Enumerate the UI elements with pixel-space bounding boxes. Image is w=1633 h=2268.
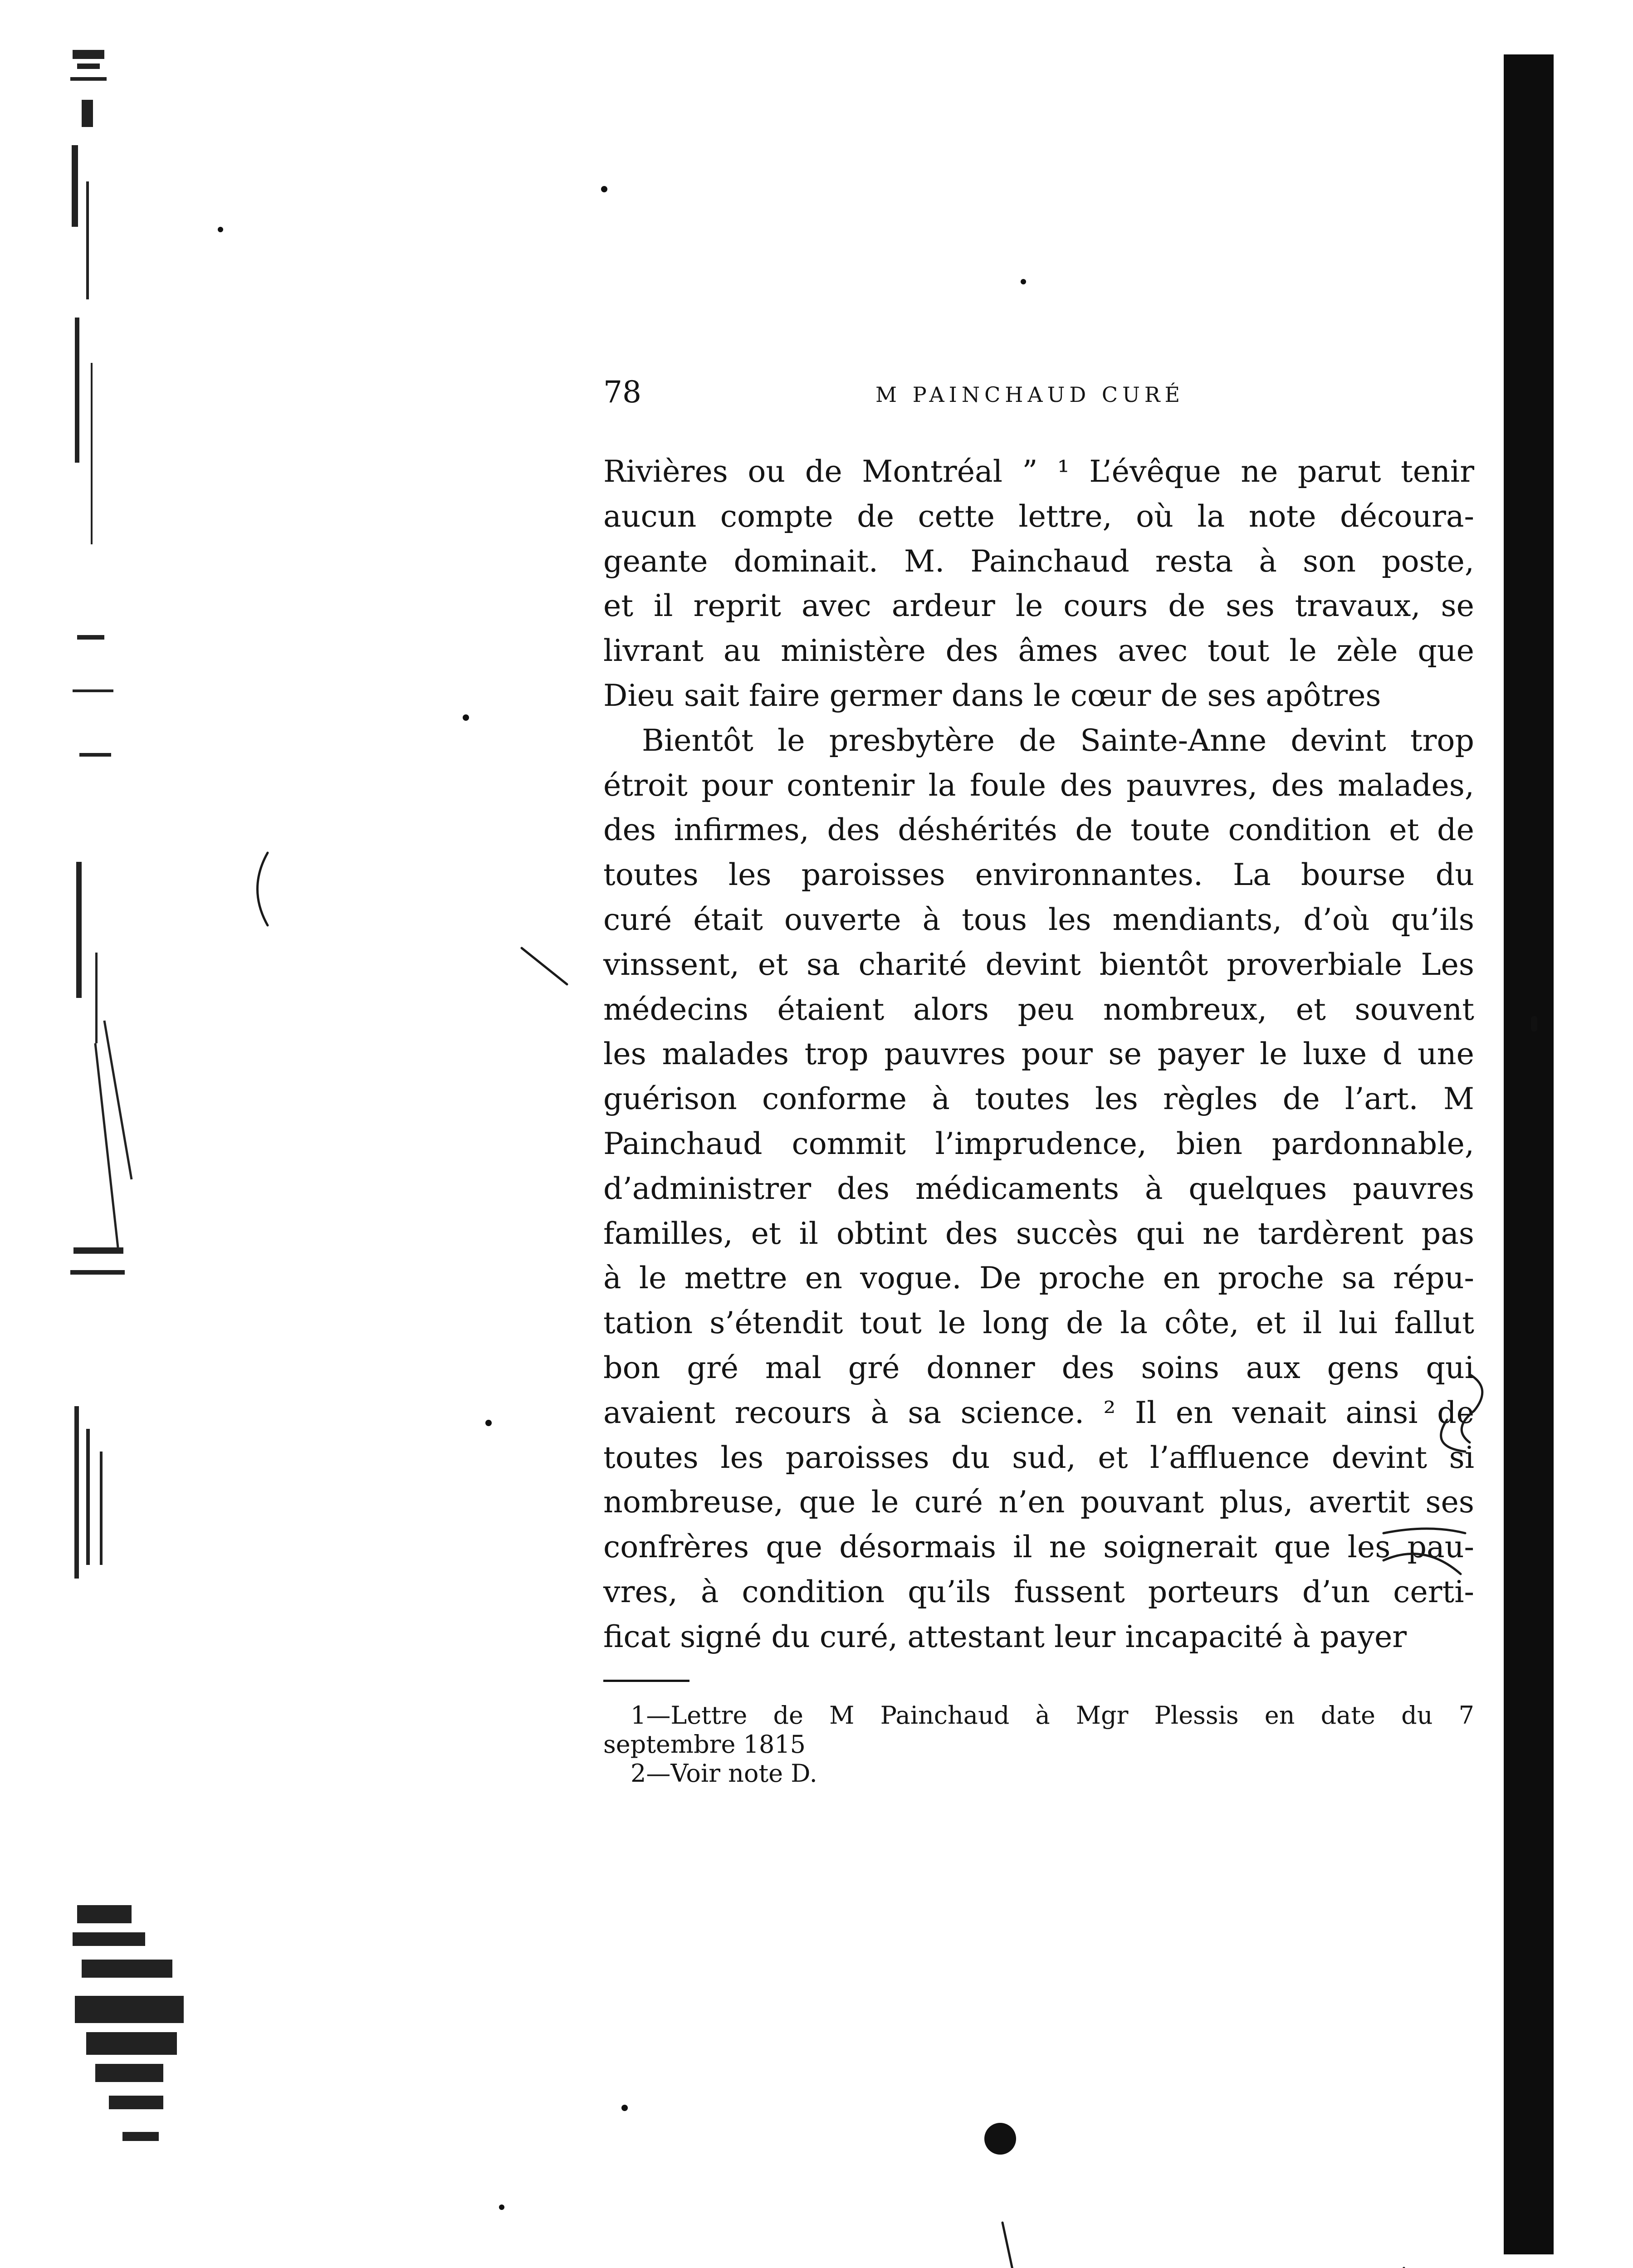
footnote-line: 2—Voir note D.	[631, 1759, 817, 1788]
text-line: familles, et il obtint des succès qui ne tardèrent pas	[603, 1215, 1474, 1251]
scan-speck	[621, 2105, 628, 2111]
text-line: Dieu sait faire germer dans le cœur de ses apôtres	[603, 677, 1381, 713]
book-page	[603, 372, 1474, 1788]
text-line: les malades trop pauvres pour se payer le luxe d une	[603, 1036, 1474, 1072]
text-line: à le mettre en vogue. De proche en proche sa répu-	[603, 1260, 1474, 1296]
running-head	[603, 372, 1474, 413]
scan-speck	[601, 186, 607, 192]
text-line: toutes les paroisses du sud, et l’affluence devint si	[603, 1439, 1474, 1475]
text-line: vinssent, et sa charité devint bientôt proverbiale Les	[603, 946, 1474, 982]
footnote-divider	[603, 1680, 689, 1682]
text-line: avaient recours à sa science. ² Il en venait ainsi de	[603, 1394, 1474, 1430]
text-line: des infirmes, des déshérités de toute condition et de	[603, 812, 1474, 848]
text-line: Rivières ou de Montréal ” ¹ L’évêque ne parut tenir	[603, 454, 1474, 489]
text-line: guérison conforme à toutes les règles de l’art. M	[603, 1081, 1474, 1117]
text-line: et il reprit avec ardeur le cours de ses travaux, se	[603, 588, 1474, 624]
footnote	[603, 1701, 1474, 1759]
footnotes	[603, 1701, 1474, 1788]
footnote	[603, 1759, 1474, 1788]
text-line: tation s’étendit tout le long de la côte, et il lui fallut	[603, 1305, 1474, 1341]
text-line: vres, à condition qu’ils fussent porteurs d’un certi-	[603, 1574, 1474, 1609]
text-line: ficat signé du curé, attestant leur incapacité à payer	[603, 1618, 1407, 1654]
paragraph	[603, 449, 1474, 718]
scan-speck	[984, 2123, 1016, 2155]
scan-edge-noise	[68, 45, 191, 2268]
text-line: geante dominait. M. Painchaud resta à son poste,	[603, 543, 1474, 579]
scan-speck	[499, 2204, 504, 2210]
page-number: 78	[603, 375, 641, 410]
text-line: confrères que désormais il ne soignerait que les pau-	[603, 1529, 1474, 1565]
text-line: livrant au ministère des âmes avec tout le zèle que	[603, 633, 1474, 669]
text-line: toutes les paroisses environnantes. La bourse du	[603, 857, 1474, 893]
running-head-title: M PAINCHAUD CURÉ	[875, 382, 1185, 407]
scan-speck	[485, 1420, 492, 1426]
text-line: Painchaud commit l’imprudence, bien pardonnable,	[603, 1125, 1474, 1161]
text-line: d’administrer des médicaments à quelques pauvres	[603, 1170, 1474, 1206]
text-line: Bientôt le presbytère de Sainte-Anne devint trop	[642, 722, 1474, 758]
scan-speck	[1021, 279, 1026, 284]
text-line: médecins étaient alors peu nombreux, et souvent	[603, 991, 1474, 1027]
text-line: nombreuse, que le curé n’en pouvant plus, avertit ses	[603, 1484, 1474, 1520]
text-line: bon gré mal gré donner des soins aux gens qui	[603, 1349, 1474, 1385]
text-line: étroit pour contenir la foule des pauvres, des malades,	[603, 767, 1474, 803]
text-line: aucun compte de cette lettre, où la note découra-	[603, 498, 1474, 534]
scan-edge-bar	[1504, 54, 1554, 2254]
paragraph	[603, 718, 1474, 1659]
text-line: curé était ouverte à tous les mendiants, d’où qu’ils	[603, 901, 1474, 937]
scan-speck	[463, 714, 469, 721]
footnote-line: septembre 1815	[603, 1730, 806, 1759]
scan-speck	[218, 227, 223, 232]
footnote-line: 1—Lettre de M Painchaud à Mgr Plessis en date du 7	[631, 1701, 1474, 1730]
scan-speck	[1531, 1016, 1537, 1031]
body-text	[603, 449, 1474, 1659]
